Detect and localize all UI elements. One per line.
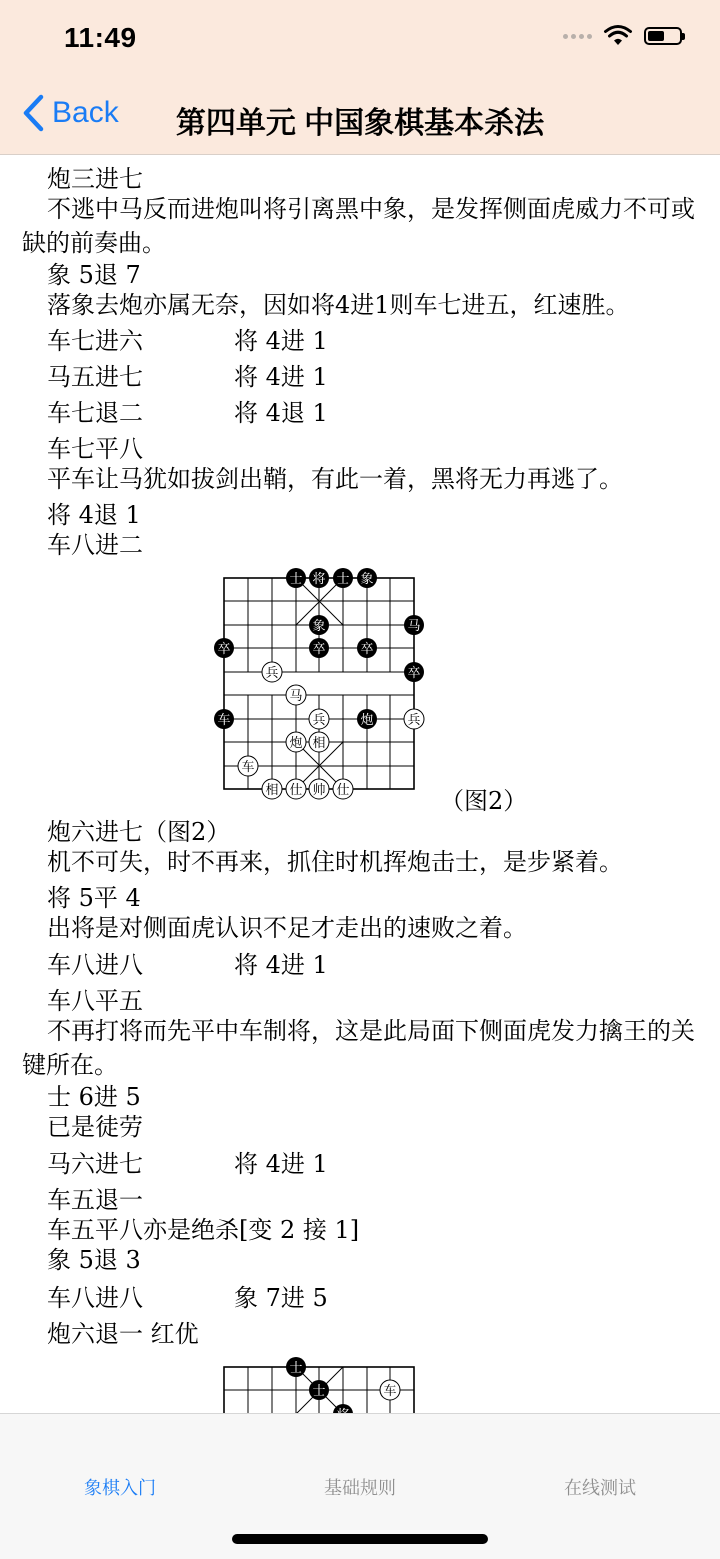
svg-text:马: 马 bbox=[289, 689, 303, 704]
navigation-bar bbox=[0, 80, 720, 155]
page-title-text: 第四单元 中国象棋基本杀法 bbox=[175, 107, 545, 140]
red-move: 马六进七 bbox=[47, 1150, 143, 1178]
svg-text:炮: 炮 bbox=[360, 713, 374, 728]
svg-text:卒: 卒 bbox=[312, 642, 326, 657]
move-pair bbox=[47, 326, 328, 356]
cellular-signal-icon bbox=[563, 34, 592, 39]
move-line: 车七平八 bbox=[47, 435, 143, 463]
svg-text:兵: 兵 bbox=[312, 713, 326, 728]
move-line: 象 5退 7 bbox=[47, 261, 141, 289]
status-time: 11:49 bbox=[64, 22, 137, 53]
svg-text:相: 相 bbox=[265, 783, 279, 798]
commentary-line: 已是徒劳 bbox=[47, 1113, 143, 1141]
svg-text:士: 士 bbox=[289, 1361, 303, 1376]
move-line: 将 5平 4 bbox=[47, 884, 141, 912]
svg-text:车: 车 bbox=[383, 1384, 397, 1399]
black-move: 将 4进 1 bbox=[234, 327, 328, 355]
red-move: 车七进六 bbox=[47, 327, 143, 355]
svg-text:将: 将 bbox=[312, 572, 326, 587]
svg-text:仕: 仕 bbox=[289, 783, 303, 798]
move-line: 车八平五 bbox=[47, 987, 143, 1015]
svg-text:车: 车 bbox=[241, 760, 255, 775]
svg-text:炮: 炮 bbox=[289, 736, 303, 751]
black-move: 象 7进 5 bbox=[234, 1284, 328, 1312]
red-move: 车八进八 bbox=[47, 951, 143, 979]
commentary-line: 落象去炮亦属无奈，因如将4进1则车七进五，红速胜。 bbox=[47, 291, 630, 319]
svg-text:兵: 兵 bbox=[265, 666, 279, 681]
move-line: 炮三进七 bbox=[47, 165, 143, 193]
commentary-line: 机不可失，时不再来，抓住时机挥炮击士，是步紧着。 bbox=[47, 848, 623, 876]
black-move: 将 4进 1 bbox=[234, 1150, 328, 1178]
chess-board-diagram-2 bbox=[220, 1350, 420, 1420]
commentary-line: 车五平八亦是绝杀[变 2 接 1] bbox=[47, 1216, 360, 1244]
commentary-line: 出将是对侧面虎认识不足才走出的速败之着。 bbox=[47, 914, 527, 942]
status-icons bbox=[563, 26, 682, 46]
svg-text:帅: 帅 bbox=[312, 783, 326, 798]
status-bar bbox=[0, 0, 720, 80]
figure-caption: （图2） bbox=[440, 787, 528, 815]
black-move: 将 4进 1 bbox=[234, 951, 328, 979]
move-line: 象 5退 3 bbox=[47, 1246, 141, 1274]
move-pair bbox=[47, 1149, 328, 1179]
commentary-paragraph: 不再打将而先平中车制将，这是此局面下侧面虎发力擒王的关键所在。 bbox=[22, 1017, 695, 1079]
move-line: 炮六进七（图2） bbox=[47, 818, 231, 846]
tab-chess-intro[interactable]: 象棋入门 bbox=[84, 1478, 156, 1498]
move-pair bbox=[47, 1283, 328, 1313]
battery-icon bbox=[644, 27, 682, 45]
black-move: 将 4退 1 bbox=[234, 399, 328, 427]
move-line: 将 4退 1 bbox=[47, 501, 141, 529]
move-pair bbox=[47, 398, 328, 428]
move-pair bbox=[47, 362, 328, 392]
move-line: 车八进二 bbox=[47, 531, 143, 559]
svg-text:仕: 仕 bbox=[336, 783, 350, 798]
red-move: 马五进七 bbox=[47, 363, 143, 391]
page-title bbox=[0, 98, 720, 142]
tab-basic-rules[interactable]: 基础规则 bbox=[324, 1478, 396, 1498]
svg-text:卒: 卒 bbox=[360, 642, 374, 657]
red-move: 车八进八 bbox=[47, 1284, 143, 1312]
commentary-line: 平车让马犹如拔剑出鞘，有此一着，黑将无力再逃了。 bbox=[47, 465, 623, 493]
svg-text:士: 士 bbox=[336, 572, 350, 587]
svg-text:士: 士 bbox=[289, 572, 303, 587]
commentary-paragraph: 不逃中马反而进炮叫将引离黑中象，是发挥侧面虎威力不可或缺的前奏曲。 bbox=[22, 195, 695, 257]
move-line: 车五退一 bbox=[47, 1186, 143, 1214]
home-indicator bbox=[232, 1534, 488, 1544]
svg-text:马: 马 bbox=[407, 619, 421, 634]
svg-text:象: 象 bbox=[360, 572, 374, 587]
svg-text:卒: 卒 bbox=[217, 642, 231, 657]
svg-text:车: 车 bbox=[217, 713, 231, 728]
red-pieces bbox=[238, 662, 424, 799]
lesson-content bbox=[0, 155, 720, 1413]
back-label: Back bbox=[52, 96, 119, 129]
tab-online-test[interactable]: 在线测试 bbox=[564, 1478, 636, 1498]
move-line: 炮六退一 红优 bbox=[47, 1320, 199, 1348]
move-pair bbox=[47, 950, 328, 980]
black-move: 将 4进 1 bbox=[234, 363, 328, 391]
chess-board-diagram bbox=[217, 565, 421, 798]
svg-text:象: 象 bbox=[312, 619, 326, 634]
svg-text:士: 士 bbox=[312, 1384, 326, 1399]
wifi-icon bbox=[604, 26, 632, 46]
svg-text:相: 相 bbox=[312, 736, 326, 751]
svg-text:兵: 兵 bbox=[407, 713, 421, 728]
move-line: 士 6进 5 bbox=[47, 1083, 141, 1111]
svg-text:卒: 卒 bbox=[407, 666, 421, 681]
red-move: 车七退二 bbox=[47, 399, 143, 427]
